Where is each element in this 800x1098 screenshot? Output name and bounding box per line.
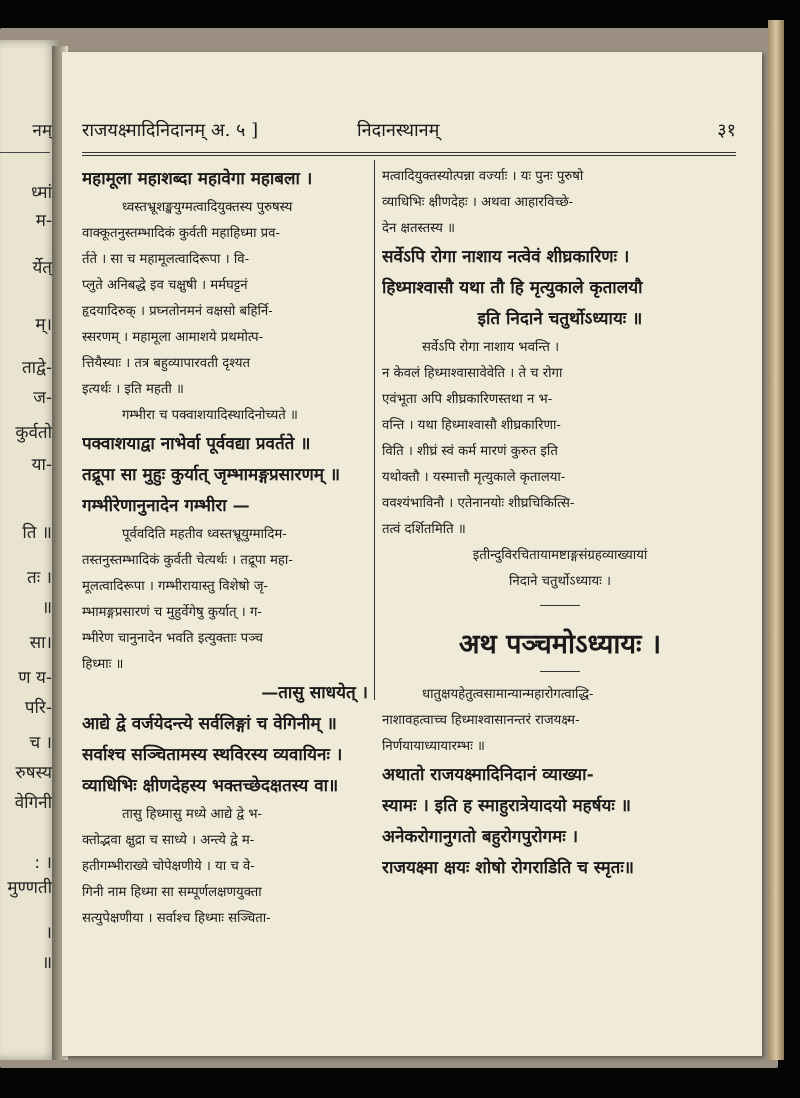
left-page-text-fragment: ण य- — [18, 668, 52, 688]
commentary-line: क्तोद्भवा क्षुद्रा च साध्ये । अन्त्ये द्वे म- — [82, 833, 255, 848]
verse-line: अथातो राजयक्ष्मादिनिदानं व्याख्या- — [382, 765, 594, 785]
left-page-text-fragment: वेगिनी — [14, 793, 52, 813]
verse-line: गम्भीरेणानुनादेन गम्भीरा — — [82, 496, 250, 516]
commentary-line: देन क्षतस्तस्य ॥ — [382, 221, 456, 236]
book-spine-edge — [768, 20, 784, 1060]
page-header — [82, 112, 736, 148]
verse-line: महामूला महाशब्दा महावेगा महाबला । — [82, 169, 313, 189]
left-page-text-fragment: ज- — [33, 388, 52, 408]
verse-line: आद्ये द्वे वर्जयेदन्त्ये सर्वलिङ्गां च वेगिनीम् ॥ — [82, 714, 337, 734]
commentary-line: इत्यर्थः । इति महती ॥ — [82, 382, 184, 397]
commentary-line: हिध्माः ॥ — [82, 657, 124, 672]
page-number: ३१ — [717, 120, 736, 141]
right-page — [62, 52, 762, 1056]
commentary-line: म्भीरेण चानुनादेन भवति इत्युक्ताः पञ्च — [82, 631, 263, 646]
commentary-line: एवंभूता अपि शीघ्रकारिणस्तथा न भ- — [382, 392, 553, 407]
commentary-line: ध्वस्तभ्रूशङ्खयुग्मत्वादियुक्तस्य पुरुषस्य — [122, 200, 293, 215]
left-page-text-fragment: : । — [34, 853, 52, 873]
left-page-text-fragment: नम् — [32, 121, 52, 141]
commentary-line: र्तते । सा च महामूलत्वादिरूपा । वि- — [82, 252, 250, 267]
commentary-line: तत्वं दर्शितमिति ॥ — [382, 522, 466, 537]
left-page-text-fragment: मुण्णती — [7, 878, 52, 898]
left-page-text-fragment: ॥ — [41, 598, 52, 618]
verse-line: सर्वेऽपि रोगा नाशाय नत्वेवं शीघ्रकारिणः । — [382, 247, 630, 267]
commentary-line: सत्युपेक्षणीया । सर्वाश्च हिध्माः सञ्चिता- — [82, 911, 271, 926]
commentary-line: म्भामङ्गप्रसारणं च मुहुर्वेगेषु कुर्यात् । ग- — [82, 605, 262, 620]
commentary-line: तासु हिध्मासु मध्ये आद्ये द्वे भ- — [122, 807, 262, 822]
left-page-text-fragment: रुषस्य — [15, 763, 52, 783]
commentary-line: निर्णयायाध्यायारम्भः ॥ — [382, 739, 485, 754]
commentary-line: मत्वादियुक्तस्योत्पन्ना वर्ज्याः । यः पुनः पुरुषो — [382, 169, 584, 184]
verse-line: व्याधिभिः क्षीणदेहस्य भक्तच्छेदक्षतस्य वा॥ — [82, 776, 339, 796]
section-title: निदानस्थानम् — [357, 120, 440, 141]
commentary-line: पूर्ववदिति महतीव ध्वस्तभ्रूयुग्मादिम- — [122, 527, 287, 542]
verse-line: तद्रूपा सा मुहुः कुर्यात् जृम्भामङ्गप्रसारणम् ॥ — [82, 465, 341, 485]
commentary-line: त्तियैस्याः । तत्र बहुव्यापारवती दृश्यत — [82, 356, 251, 371]
commentary-line: हतीगम्भीराख्ये चोपेक्षणीये । या च वे- — [82, 859, 255, 874]
verse-line: राजयक्ष्मा क्षयः शोषो रोगराडिति च स्मृतः॥ — [382, 858, 634, 878]
commentary-line: वाक्कूतनुस्तम्भादिकं कुर्वती महाहिध्मा प्रव- — [82, 226, 280, 241]
commentary-line: विति । शीघ्रं स्वं कर्म मारणं कुरुत इति — [382, 444, 558, 459]
verse-line: स्यामः । इति ह स्माहुरात्रेयादयो महर्षयः ॥ — [382, 796, 631, 816]
left-page-text-fragment: । — [45, 923, 52, 943]
commentary-line: इतीन्दुविरचितायामष्टाङ्गसंग्रहव्याख्यायां — [472, 548, 648, 563]
left-page-text-fragment: ताद्वे- — [21, 358, 52, 378]
verse-line: सर्वाश्च सञ्चितामस्य स्थविरस्य व्यवायिनः । — [82, 745, 343, 765]
commentary-line: धातुक्षयहेतुत्वसामान्यान्महारोगत्वाद्धि- — [422, 687, 594, 702]
commentary-line: स्सरणम् । महामूला आमाशये प्रथमोत्प- — [82, 330, 264, 345]
left-page-text-fragment: सा। — [29, 633, 52, 653]
commentary-line: यथोक्तौ । यस्मात्तौ मृत्युकाले कृतालया- — [382, 470, 566, 485]
left-page-text-fragment: र्येत् — [32, 258, 52, 278]
commentary-line: प्लुते अनिबद्धे इव चक्षुषी । मर्मघट्टनं — [82, 278, 248, 293]
header-rule — [82, 152, 736, 156]
commentary-line: नाशावहत्वाच्च हिध्माश्वासानन्तरं राजयक्ष्म- — [382, 713, 580, 728]
commentary-line: तस्तनुस्तम्भादिकं कुर्वती चेत्यर्थः । तद्रूपा महा- — [82, 553, 293, 568]
column-divider — [374, 160, 375, 700]
left-page-text-fragment: म्। — [35, 315, 52, 335]
left-page-edge — [0, 40, 58, 1060]
chapter-title: अथ पञ्चमोऽध्यायः । — [458, 629, 662, 660]
left-column — [82, 164, 368, 932]
left-page-text-fragment: परि- — [24, 698, 52, 718]
commentary-line: हृदयादिरुक् । प्रघ्नतोनमनं वक्षसो बहिर्नि- — [82, 304, 273, 319]
commentary-line: व्याधिभिः क्षीणदेहः । अथवा आहारविच्छे- — [382, 195, 574, 210]
verse-line: पक्वाशयाद्वा नाभेर्वा पूर्ववद्या प्रवर्तते ॥ — [82, 434, 311, 454]
running-title: राजयक्ष्मादिनिदानम् अ. ५ ] — [82, 120, 259, 141]
verse-line: हिध्माश्वासौ यथा तौ हि मृत्युकाले कृतालयौ — [382, 278, 643, 298]
verse-line: अनेकरोगानुगतो बहुरोगपुरोगमः । — [382, 827, 579, 847]
verse-line: इति निदाने चतुर्थोऽध्यायः ॥ — [477, 309, 643, 329]
right-column — [382, 164, 738, 884]
commentary-line: निदाने चतुर्थोऽध्यायः । — [508, 574, 612, 589]
left-page-text-fragment: च । — [29, 733, 52, 753]
left-page-text-fragment: या- — [31, 455, 52, 475]
commentary-line: ववश्यंभाविनौ । एतेनानयोः शीघ्रचिकित्सि- — [382, 496, 575, 511]
left-page-text-fragment: म- — [35, 211, 52, 231]
left-page-text-fragment: कुर्वतो — [15, 423, 52, 443]
left-page-text-fragment: ध्मां — [31, 183, 52, 203]
commentary-line: वन्ति । यथा हिध्माश्वासौ शीघ्रकारिणा- — [382, 418, 561, 433]
left-page-text-fragment: ॥ — [41, 953, 52, 973]
commentary-line: सर्वेऽपि रोगा नाशाय भवन्ति । — [422, 340, 560, 355]
commentary-line: गम्भीरा च पक्वाशयादिस्थादिनोच्यते ॥ — [122, 408, 298, 423]
left-page-rule — [0, 152, 50, 153]
commentary-line: न केवलं हिध्माश्वासावेवेति । ते च रोगा — [382, 366, 563, 381]
section-rule — [540, 671, 580, 672]
commentary-line: गिनी नाम हिध्मा सा सम्पूर्णलक्षणयुक्ता — [82, 885, 262, 900]
commentary-line: मूलत्वादिरूपा । गम्भीरायास्तु विशेषो जृ- — [82, 579, 268, 594]
left-page-text-fragment: तः । — [27, 568, 52, 588]
section-rule — [540, 605, 580, 606]
verse-line: —तासु साधयेत् । — [261, 683, 368, 703]
left-page-text-fragment: ति ॥ — [22, 523, 52, 543]
